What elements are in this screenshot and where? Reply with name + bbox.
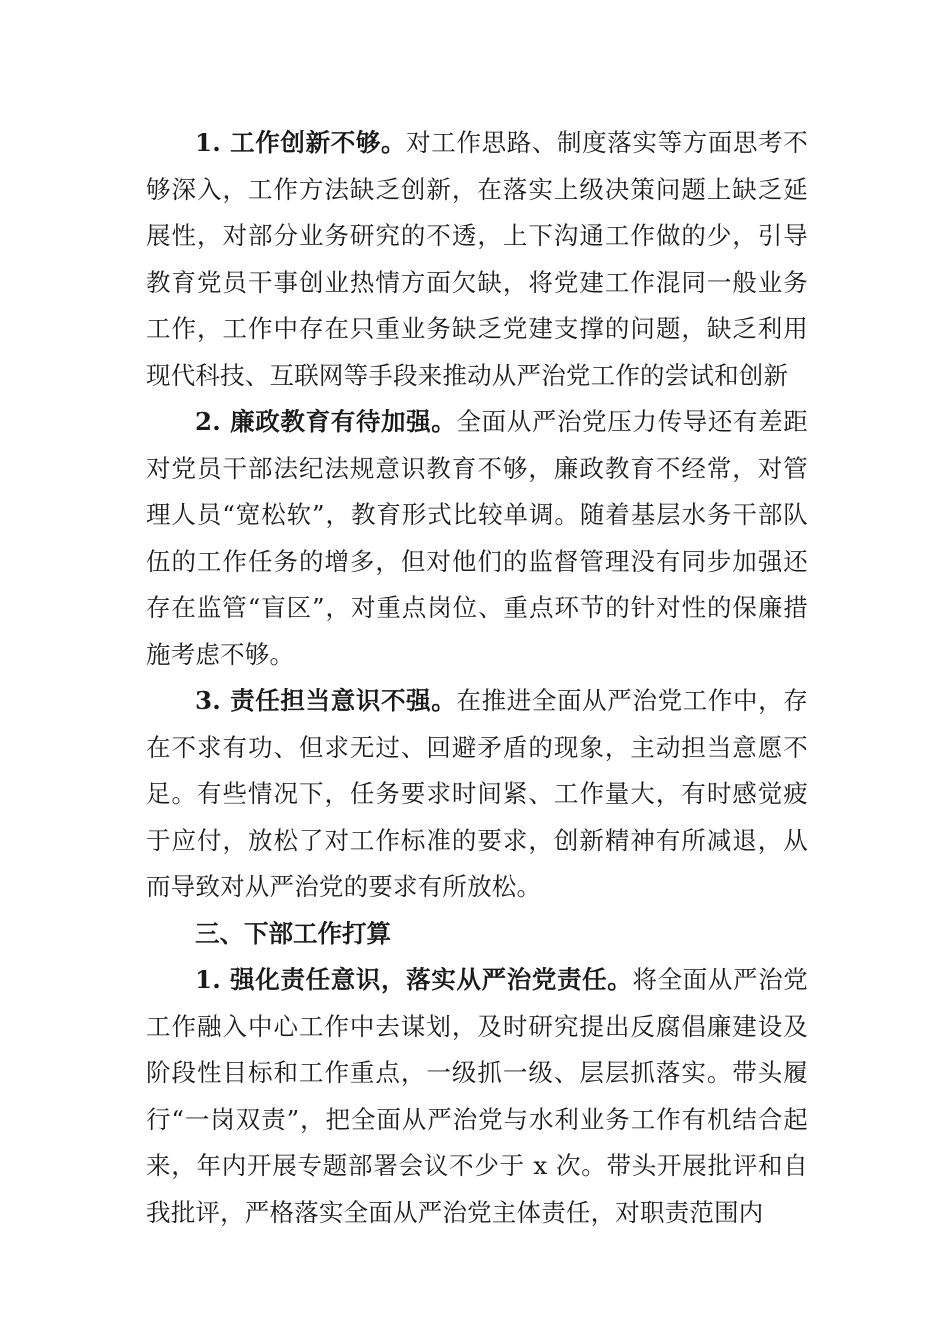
paragraph-lead: 3. 责任担当意识不强。 [195,686,457,715]
paragraph-responsibility [146,678,808,911]
paragraph-work-innovation [146,120,808,399]
section-heading: 三、下部工作打算 [195,918,391,948]
paragraph-body: 在推进全面从严治党工作中，存在不求有功、但求无过、回避矛盾的现象，主动担当意愿不足。有些情况下，任务要求时间紧、工作量大，有时感觉疲于应付，放松了对工作标准的要求，创新精神有所减退，从而导致对从严治党的要求有所放松。 [146,686,808,901]
paragraph-body: 全面从严治党压力传导还有差距对党员干部法纪法规意识教育不够，廉政教育不经常，对管理人员“宽松软”，教育形式比较单调。随着基层水务干部队伍的工作任务的增多，但对他们的监督管理没有同步加强还存在监管“盲区”，对重点岗位、重点环节的针对性的保廉措施考虑不够。 [146,407,808,669]
paragraph-lead: 1. 工作创新不够。 [195,128,407,157]
paragraph-lead: 2. 廉政教育有待加强。 [195,407,457,436]
paragraph-lead: 1. 强化责任意识，落实从严治党责任。 [195,965,633,994]
paragraph-body: 对工作思路、制度落实等方面思考不够深入，工作方法缺乏创新，在落实上级决策问题上缺乏延展性，对部分业务研究的不透，上下沟通工作做的少，引导教育党员干事创业热情方面欠缺，将党建工作混同一般业务工作，工作中存在只重业务缺乏党建支撑的问题，缺乏利用现代科技、互联网等手段来推动从严治党工作的尝试和创新 [146,128,808,390]
document-body [146,120,808,1236]
paragraph-body: 将全面从严治党工作融入中心工作中去谋划，及时研究提出反腐倡廉建设及阶段性目标和工作重点，一级抓一级、层层抓落实。带头履行“一岗双责”，把全面从严治党与水利业务工作有机结合起来，年内开展专题部署会议不少于 x 次。带头开展批评和自我批评，严格落实全面从严治党主体责任，对职责范围内 [146,965,808,1227]
paragraph-integrity-education [146,399,808,678]
paragraph-plan-responsibility [146,957,808,1236]
